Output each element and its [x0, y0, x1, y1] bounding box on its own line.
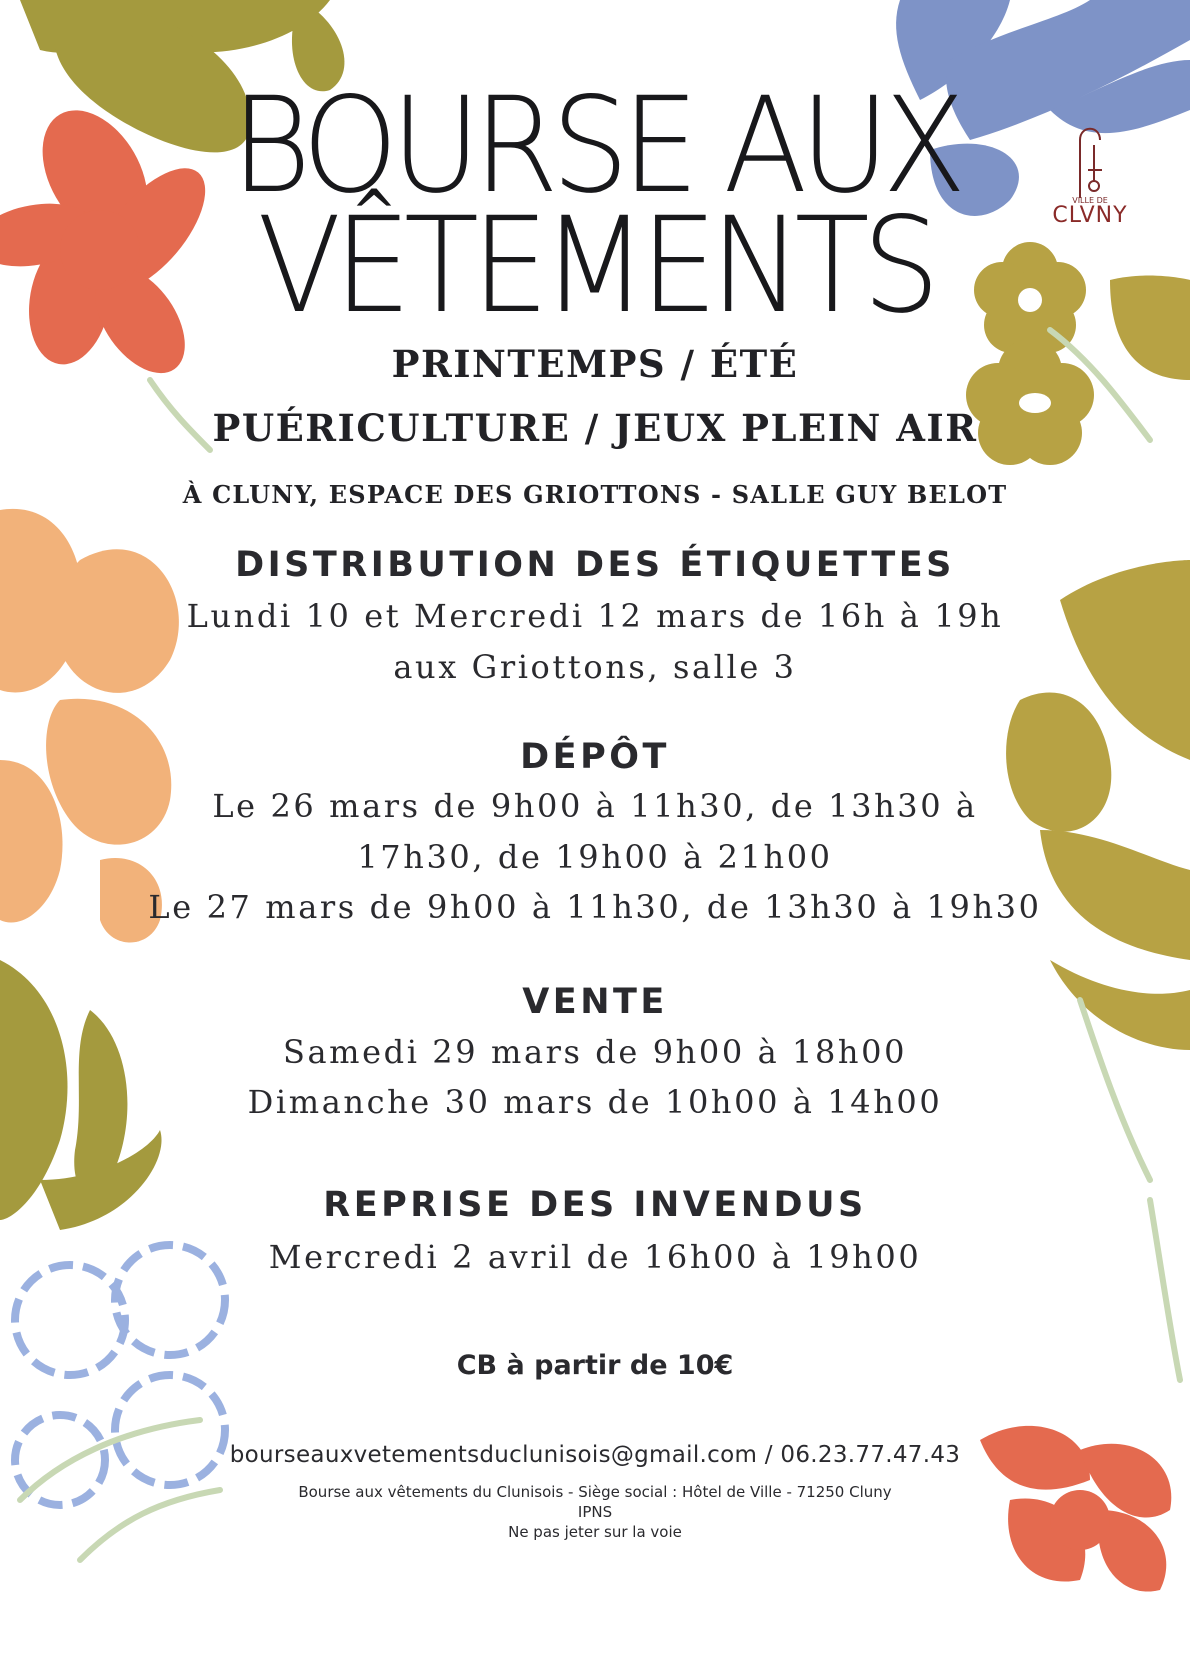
- reprise-line: Mercredi 2 avril de 16h00 à 19h00: [268, 1238, 922, 1276]
- depot-line: Le 27 mars de 9h00 à 11h30, de 13h30 à 19h30: [148, 888, 1042, 926]
- heading-reprise: REPRISE DES INVENDUS: [323, 1185, 867, 1225]
- logo-small-text: VILLE DE: [1072, 196, 1108, 205]
- vente-line: Samedi 29 mars de 9h00 à 18h00: [282, 1033, 908, 1071]
- footer-notice: Ne pas jeter sur la voie: [508, 1523, 682, 1541]
- logo-name: CLVNY: [1052, 203, 1128, 228]
- title-line-1: BOURSE AUX: [230, 69, 960, 223]
- footer-address: Bourse aux vêtements du Clunisois - Siège social : Hôtel de Ville - 71250 Cluny: [298, 1483, 892, 1501]
- depot-line: 17h30, de 19h00 à 21h00: [357, 838, 833, 876]
- subtitle-categories: PUÉRICULTURE / JEUX PLEIN AIR: [212, 406, 978, 450]
- vente-line: Dimanche 30 mars de 10h00 à 14h00: [247, 1083, 943, 1121]
- title-line-2: VÊTEMENTS: [257, 189, 933, 343]
- heading-vente: VENTE: [522, 982, 668, 1022]
- payment-info: CB à partir de 10€: [456, 1350, 734, 1381]
- depot-line: Le 26 mars de 9h00 à 11h30, de 13h30 à: [212, 787, 978, 825]
- heading-distribution: DISTRIBUTION DES ÉTIQUETTES: [235, 545, 955, 585]
- subtitle-season: PRINTEMPS / ÉTÉ: [391, 342, 799, 386]
- contact-info: bourseauxvetementsduclunisois@gmail.com / 06.23.77.47.43: [229, 1442, 961, 1468]
- distribution-line: Lundi 10 et Mercredi 12 mars de 16h à 19h: [186, 597, 1004, 635]
- footer-ipns: IPNS: [577, 1503, 613, 1521]
- heading-depot: DÉPÔT: [520, 737, 670, 777]
- location: À CLUNY, ESPACE DES GRIOTTONS - SALLE GUY BELOT: [182, 480, 1008, 509]
- distribution-line: aux Griottons, salle 3: [393, 648, 797, 686]
